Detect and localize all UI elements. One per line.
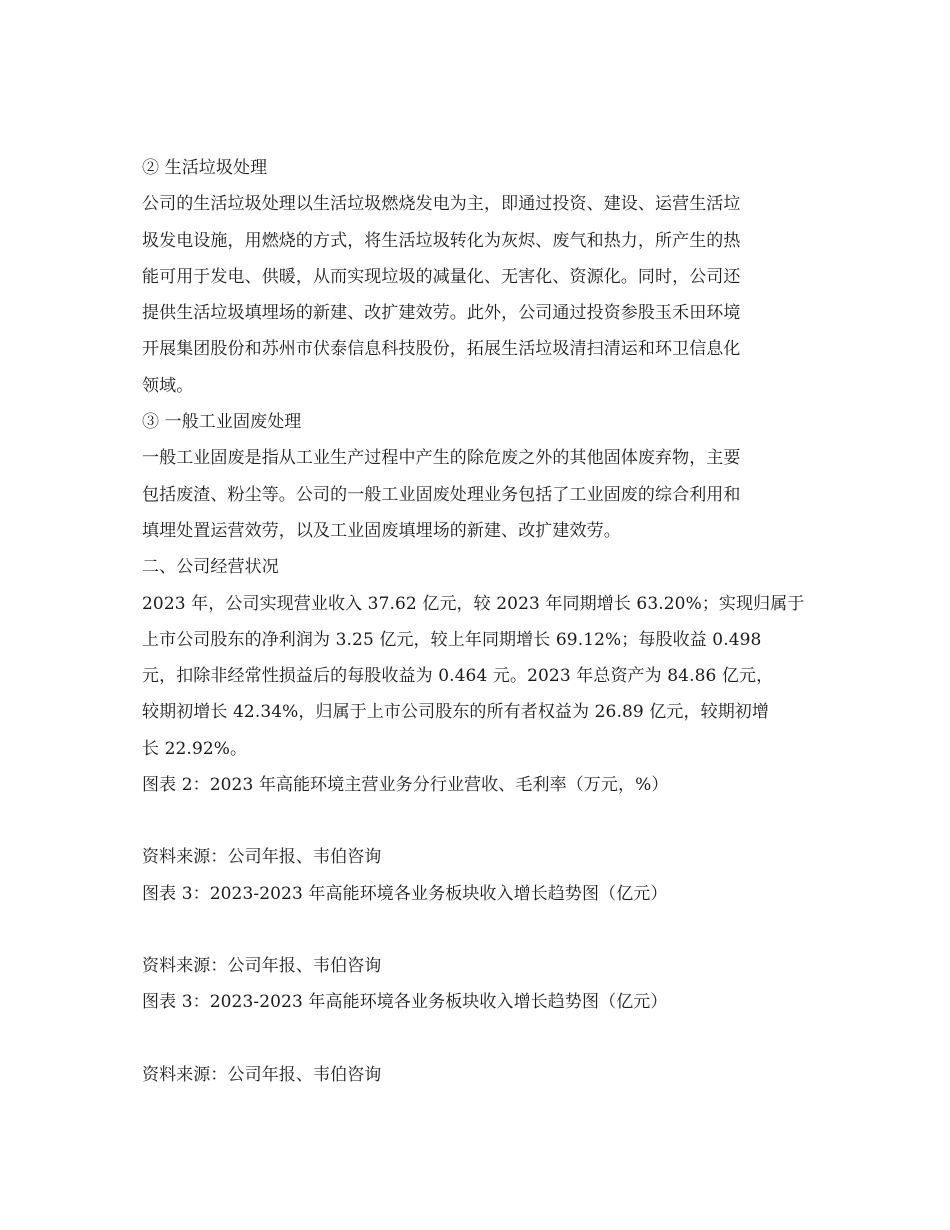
paragraph-line: 元，扣除非经常性损益后的每股收益为 0.464 元。2023 年总资产为 84.86 亿元，	[142, 666, 774, 687]
paragraph-line: 2023 年，公司实现营业收入 37.62 亿元，较 2023 年同期增长 63.20%；实现归属于	[142, 593, 805, 614]
paragraph-line: 能可用于发电、供暖，从而实现垃圾的减量化、无害化、资源化。同时，公司还	[142, 266, 741, 287]
paragraph-line: 公司的生活垃圾处理以生活垃圾燃烧发电为主，即通过投资、建设、运营生活垃	[142, 194, 741, 215]
paragraph-line: 开展集团股份和苏州市伏泰信息科技股份，拓展生活垃圾清扫清运和环卫信息化	[142, 339, 741, 360]
paragraph-line: 上市公司股东的净利润为 3.25 亿元，较上年同期增长 69.12%；每股收益 0.498	[142, 629, 762, 650]
figure-placeholder	[142, 912, 802, 948]
paragraph-line: 较期初增长 42.34%，归属于上市公司股东的所有者权益为 26.89 亿元，较期初增	[142, 702, 769, 723]
figure-placeholder	[142, 803, 802, 839]
figure-caption: 图表 3：2023-2023 年高能环境各业务板块收入增长趋势图（亿元）	[142, 992, 668, 1013]
paragraph-line: 提供生活垃圾填埋场的新建、改扩建效劳。此外，公司通过投资参股玉禾田环境	[142, 303, 741, 324]
paragraph-line: 圾发电设施，用燃烧的方式，将生活垃圾转化为灰烬、废气和热力，所产生的热	[142, 230, 741, 251]
figure-placeholder	[142, 1021, 802, 1057]
figure-source: 资料来源：公司年报、韦伯咨询	[142, 1064, 382, 1085]
figure-source: 资料来源：公司年报、韦伯咨询	[142, 847, 382, 868]
paragraph-line: 领域。	[142, 375, 194, 396]
figure-caption: 图表 3：2023-2023 年高能环境各业务板块收入增长趋势图（亿元）	[142, 883, 668, 904]
document-body	[142, 150, 805, 1093]
paragraph-line: 一般工业固废是指从工业生产过程中产生的除危废之外的其他固体废弃物，主要	[142, 448, 741, 469]
figure-caption: 图表 2：2023 年高能环境主营业务分行业营收、毛利率（万元，%）	[142, 775, 669, 796]
paragraph-line: 填埋处置运营效劳，以及工业固废填埋场的新建、改扩建效劳。	[142, 520, 621, 541]
paragraph-line: 长 22.92%。	[142, 738, 248, 759]
figure-source: 资料来源：公司年报、韦伯咨询	[142, 955, 382, 976]
section-heading-industrial-waste: ③ 一般工业固废处理	[142, 412, 302, 433]
paragraph-line: 包括废渣、粉尘等。公司的一般工业固废处理业务包括了工业固废的综合利用和	[142, 484, 741, 505]
section-heading-operations: 二、公司经营状况	[142, 557, 279, 578]
section-heading-household-waste: ② 生活垃圾处理	[142, 158, 268, 178]
